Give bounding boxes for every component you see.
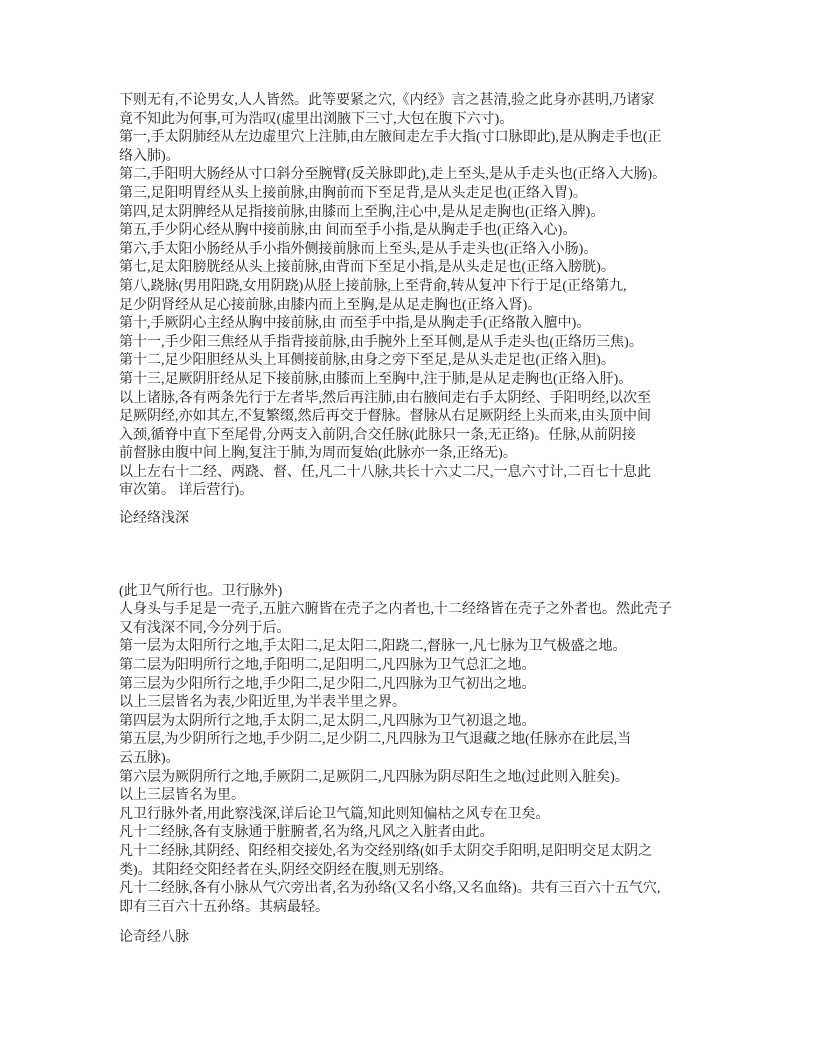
text-line: 又有浅深不同,今分列于后。 [119, 620, 291, 636]
text-line: 竟不知此为何事,可为浩叹(虚里出浏腋下三寸,大包在腹下六寸)。 [119, 111, 514, 127]
section-gap [119, 501, 715, 510]
body-text [119, 92, 715, 948]
text-line: 第六,手太阳小肠经从手小指外侧接前脉而上至头,是从手走头也(正络入小肠)。 [119, 241, 598, 257]
text-line: 人身头与手足是一壳子,五脏六腑皆在壳子之内者也,十二经络皆在壳子之外者也。然此壳子 [119, 602, 672, 618]
text-line: 第一,手太阴肺经从左边虚里穴上注肺,由左腋间走左手大指(寸口脉即此),是从胸走手也(正 [119, 130, 662, 146]
text-line: 第十三,足厥阴肝经从足下接前脉,由膝而上至胸中,注于肺,是从足走胸也(正络入肝)。 [119, 371, 633, 387]
text-line: 以上左右十二经、两跷、督、任,凡二十八脉,共长十六丈二尺,一息六寸计,二百七十息此 [119, 464, 651, 480]
text-line: 以上三层皆名为里。 [119, 788, 245, 804]
text-line: 络入肺)。 [119, 148, 180, 164]
text-line: 第六层为厥阴所行之地,手厥阴二,足厥阴二,凡四脉为阴尽阳生之地(过此则入脏矣)。 [119, 769, 629, 785]
text-line: (此卫气所行也。卫行脉外) [119, 583, 283, 599]
text-line: 审次第。 详后营行)。 [119, 483, 254, 499]
text-line: 以上三层皆名为表,少阳近里,为半表半里之界。 [119, 695, 406, 711]
text-line: 第二,手阳明大肠经从寸口斜分至腕臂(反关脉即此),走上至头,是从手走头也(正络入大肠)。 [119, 167, 667, 183]
text-line: 入颈,循脊中直下至尾骨,分两支入前阴,合交任脉(此脉只一条,无正络)。任脉,从前阴接 [119, 427, 636, 443]
text-line: 以上诸脉,各有两条先行于左者毕,然后再注肺,由右腋间走右手太阴经、手阳明经,以次至 [119, 390, 651, 406]
text-line: 类)。其阳经交阳经者在头,阴经交阴经在腹,则无别络。 [119, 862, 453, 878]
text-line: 凡十二经脉,各有支脉通于脏腑者,名为络,凡风之入脏者由此。 [119, 825, 494, 841]
text-line: 即有三百六十五孙络。其病最轻。 [119, 899, 329, 915]
text-line: 第四,足太阴脾经从足指接前脉,由膝而上至胸,注心中,是从足走胸也(正络入脾)。 [119, 204, 605, 220]
text-line: 第五层,为少阴所行之地,手少阴二,足少阴二,凡四脉为卫气退藏之地(任脉亦在此层,当 [119, 732, 632, 748]
text-line: 第五,手少阴心经从胸中接前脉,由 间而至手小指,是从胸走手也(正络入心)。 [119, 223, 577, 239]
text-line: 第一层为太阳所行之地,手太阳二,足太阳二,阳跷二,督脉一,凡七脉为卫气极盛之地。 [119, 639, 627, 655]
text-line: 下则无有,不论男女,人人皆然。此等要紧之穴,《内经》言之甚清,验之此身亦甚明,乃诸家 [119, 93, 655, 108]
text-line: 第四层为太阴所行之地,手太阴二,足太阴二,凡四脉为卫气初退之地。 [119, 713, 536, 729]
text-line: 前督脉由腹中间上胸,复注于肺,为周而复始(此脉亦一条,正络无)。 [119, 446, 517, 462]
text-line: 第八,跷脉(男用阳跷,女用阴跷)从胫上接前脉,上至背俞,转从复冲下行于足(正络第九, [119, 278, 627, 294]
section-gap [119, 917, 715, 929]
text-line: 凡十二经脉,其阴经、阳经相交接处,名为交经别络(如手太阴交手阳明,足阳明交足太阴之 [119, 843, 653, 859]
text-line: 第三层为少阳所行之地,手少阳二,足少阳二,凡四脉为卫气初出之地。 [119, 676, 536, 692]
text-line: 第三,足阳明胃经从头上接前脉,由胸前而下至足背,是从头走足也(正络入胃)。 [119, 185, 587, 201]
text-line: 凡卫行脉外者,用此察浅深,详后论卫气篇,知此则知偏枯之风专在卫矣。 [119, 806, 550, 822]
text-line: 云五脉)。 [119, 751, 180, 766]
text-line: 第七,足太阳膀胱经从头上接前脉,由背而下至足小指,是从头走足也(正络入膀胱)。 [119, 260, 615, 276]
text-line: 第十二,足少阳胆经从头上耳侧接前脉,由身之旁下至足,是从头走足也(正络入胆)。 [119, 353, 615, 369]
text-line: 第十,手厥阴心主经从胸中接前脉,由 而至手中指,是从胸走手(正络散入膻中)。 [119, 316, 591, 332]
text-line: 足厥阴经,亦如其左,不复繁缀,然后再交于督脉。督脉从右足厥阴经上头而来,由头顶中间 [119, 409, 651, 425]
text-line: 凡十二经脉,各有小脉从气穴旁出者,名为孙络(又名小络,又名血络)。共有三百六十五气穴, [119, 881, 661, 897]
text-line: 第二层为阳明所行之地,手阳明二,足阳明二,凡四脉为卫气总汇之地。 [119, 658, 536, 674]
text-line: 足少阴肾经从足心接前脉,由膝内而上至胸,是从足走胸也(正络入肾)。 [119, 297, 542, 313]
text-line: 第十一,手少阳三焦经从手指背接前脉,由手腕外上至耳侧,是从手走头也(正络历三焦)。 [119, 334, 643, 350]
section-gap [119, 529, 715, 583]
section-heading-qijing-bamai: 论奇经八脉 [119, 930, 189, 946]
section-heading-jingluo-qianshen: 论经络浅深 [119, 511, 189, 527]
